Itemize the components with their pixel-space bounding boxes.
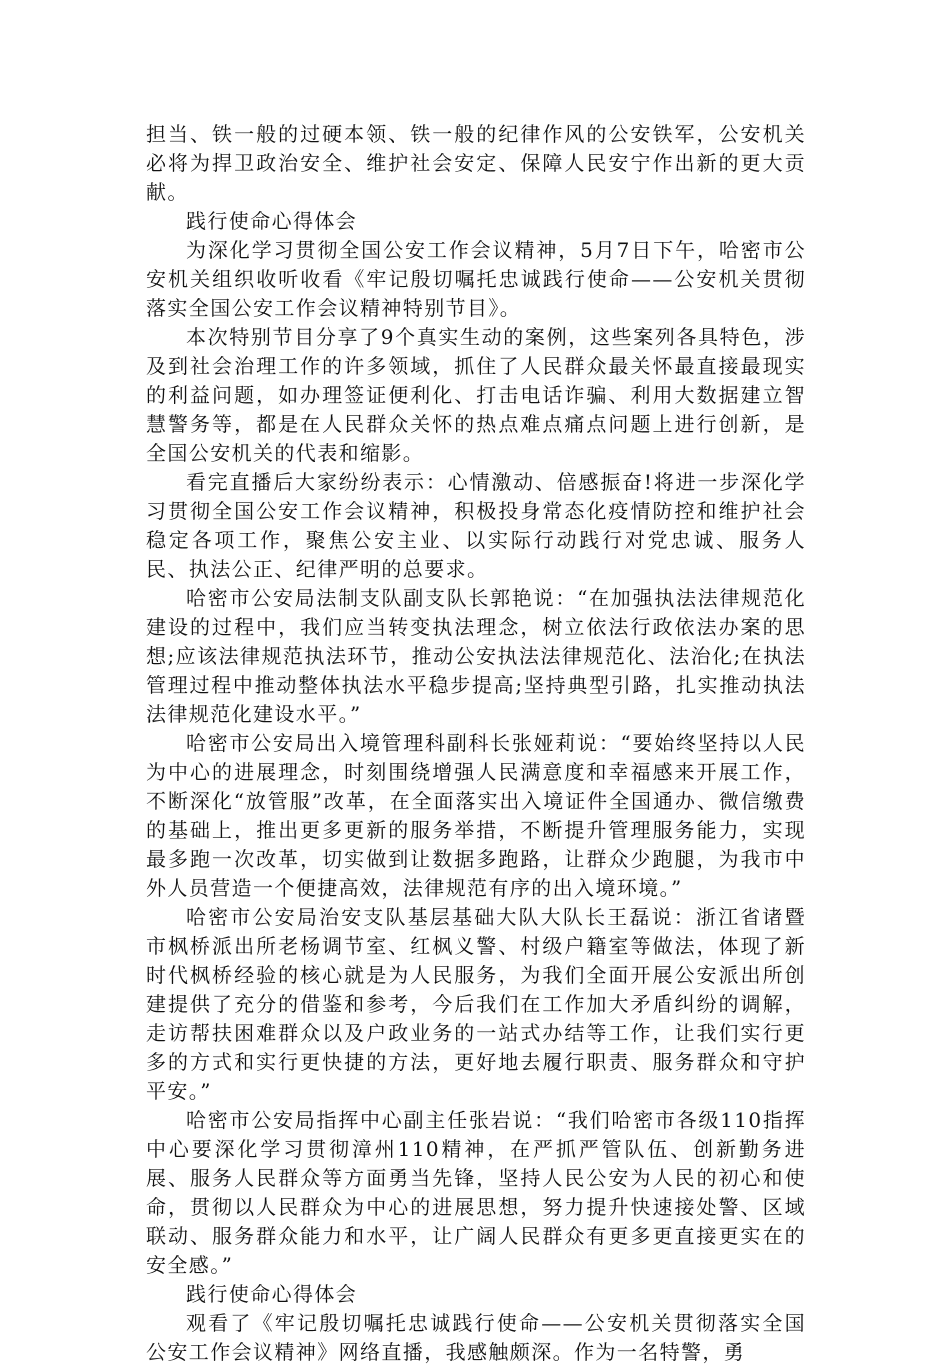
paragraph-quote-zhang-yan: 哈密市公安局指挥中心副主任张岩说：“我们哈密市各级110指挥中心要深化学习贯彻漳州110精神，在严抓严管队伍、创新勤务进展、服务人民群众等方面勇当先锋，坚持人民公安为人民的初心和使命，贯彻以人民群众为中心的进展思想，努力提升快速接处警、区域联动、服务群众能力和水平，让广阔人民群众有更多更直接更实在的安全感。” <box>146 1108 806 1277</box>
section-heading: 践行使命心得体会 <box>186 209 358 233</box>
section-heading: 践行使命心得体会 <box>186 1282 358 1306</box>
document-page <box>146 120 806 1367</box>
paragraph: 为深化学习贯彻全国公安工作会议精神，5月7日下午，哈密市公安机关组织收听收看《牢记殷切嘱托忠诚践行使命——公安机关贯彻落实全国公安工作会议精神特别节目》。 <box>146 238 806 320</box>
paragraph-quote-wang-lei: 哈密市公安局治安支队基层基础大队大队长王磊说：浙江省诸暨市枫桥派出所老杨调节室、红枫义警、村级户籍室等做法，体现了新时代枫桥经验的核心就是为人民服务，为我们全面开展公安派出所创建提供了充分的借鉴和参考，今后我们在工作加大矛盾纠纷的调解，走访帮扶困难群众以及户政业务的一站式办结等工作，让我们实行更多的方式和实行更快捷的方法，更好地去履行职责、服务群众和守护平安。” <box>146 905 806 1103</box>
paragraph-quote-zhang-yali: 哈密市公安局出入境管理科副科长张娅莉说：“要始终坚持以人民为中心的进展理念，时刻围绕增强人民满意度和幸福感来开展工作，不断深化“放管服”改革，在全面落实出入境证件全国通办、微信缴费的基础上，推出更多更新的服务举措，不断提升管理服务能力，实现最多跑一次改革，切实做到让数据多跑路，让群众少跑腿，为我市中外人员营造一个便捷高效，法律规范有序的出入境环境。” <box>146 731 806 900</box>
paragraph: 看完直播后大家纷纷表示：心情激动、倍感振奋!将进一步深化学习贯彻全国公安工作会议精神，积极投身常态化疫情防控和维护社会稳定各项工作，聚焦公安主业、以实际行动践行对党忠诚、服务人民、执法公正、纪律严明的总要求。 <box>146 470 806 581</box>
paragraph: 观看了《牢记殷切嘱托忠诚践行使命——公安机关贯彻落实全国公安工作会议精神》网络直播，我感触颇深。作为一名特警，勇 <box>146 1311 806 1364</box>
paragraph-continued: 担当、铁一般的过硬本领、铁一般的纪律作风的公安铁军，公安机关必将为捍卫政治安全、维护社会安定、保障人民安宁作出新的更大贡献。 <box>146 122 806 204</box>
paragraph-quote-guo: 哈密市公安局法制支队副支队长郭艳说：“在加强执法法律规范化建设的过程中，我们应当转变执法理念，树立依法行政依法办案的思想;应该法律规范执法环节，推动公安执法法律规范化、法治化;在执法管理过程中推动整体执法水平稳步提高;坚持典型引路，扎实推动执法法律规范化建设水平。” <box>146 586 806 726</box>
paragraph: 本次特别节目分享了9个真实生动的案例，这些案列各具特色，涉及到社会治理工作的许多领域，抓住了人民群众最关怀最直接最现实的利益问题，如办理签证便利化、打击电话诈骗、利用大数据建立智慧警务等，都是在人民群众关怀的热点难点痛点问题上进行创新，是全国公安机关的代表和缩影。 <box>146 325 806 465</box>
